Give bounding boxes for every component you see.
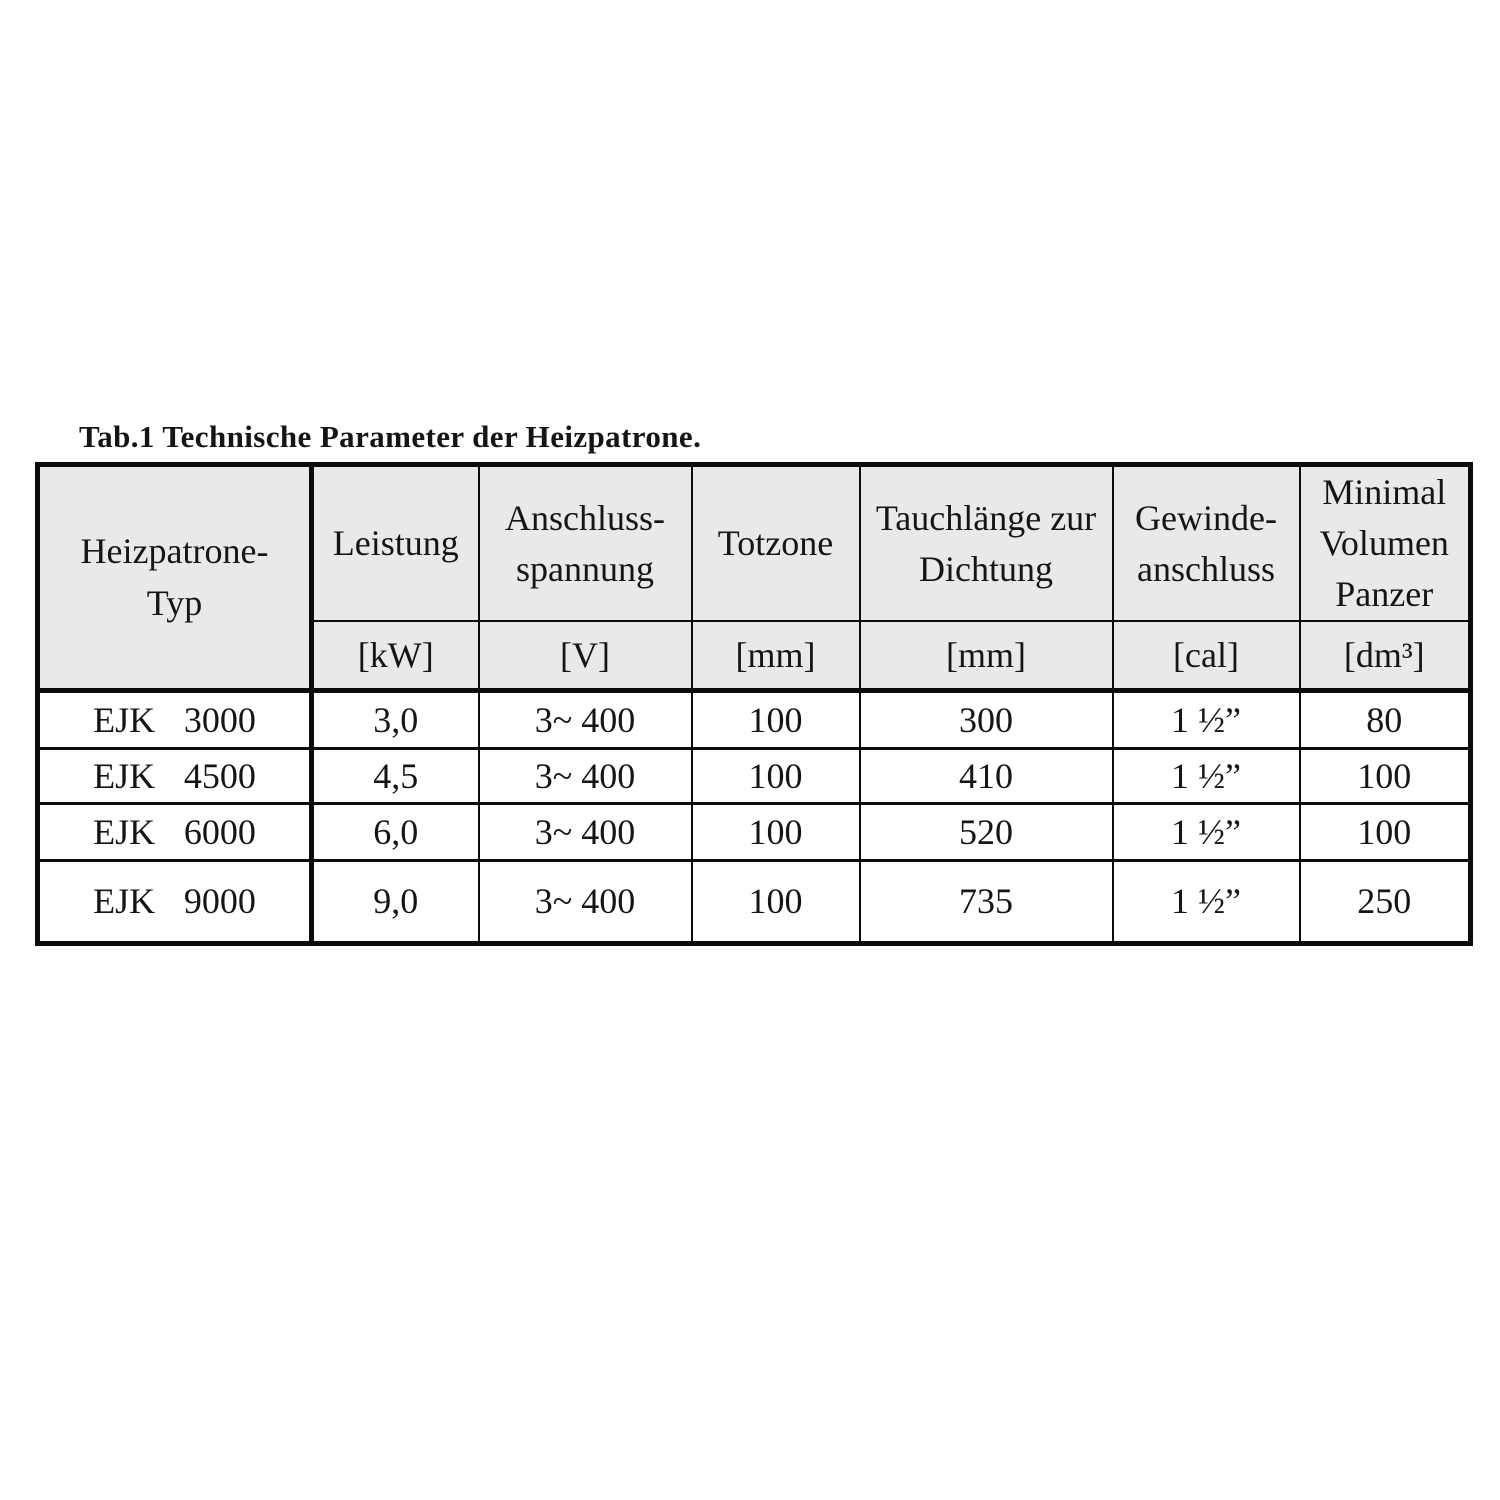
table-row-ejk-6000 [38, 803, 1471, 860]
cell-gewindeanschluss: 1 ½” [1113, 690, 1300, 748]
heizpatrone-parameters-table [35, 462, 1473, 946]
col-header-anschlussspannung: Anschluss-spannung [479, 465, 692, 622]
unit-minimal-volumen: [dm³] [1300, 621, 1471, 690]
unit-gewindeanschluss: [cal] [1113, 621, 1300, 690]
table-row-ejk-4500 [38, 748, 1471, 803]
cell-typ: EJK 3000 [38, 690, 312, 748]
unit-tauchlaenge: [mm] [860, 621, 1113, 690]
cell-minimal-volumen: 100 [1300, 748, 1471, 803]
cell-totzone: 100 [692, 748, 860, 803]
cell-gewindeanschluss: 1 ½” [1113, 860, 1300, 943]
cell-totzone: 100 [692, 690, 860, 748]
cell-typ: EJK 4500 [38, 748, 312, 803]
col-header-gewindeanschluss: Gewinde-anschluss [1113, 465, 1300, 622]
cell-anschlussspannung: 3~ 400 [479, 690, 692, 748]
cell-anschlussspannung: 3~ 400 [479, 860, 692, 943]
col-header-minimal-volumen-panzer: Minimal Volumen Panzer [1300, 465, 1471, 622]
unit-leistung: [kW] [312, 621, 479, 690]
col-header-leistung: Leistung [312, 465, 479, 622]
cell-minimal-volumen: 100 [1300, 803, 1471, 860]
col-header-totzone: Totzone [692, 465, 860, 622]
cell-gewindeanschluss: 1 ½” [1113, 803, 1300, 860]
cell-tauchlaenge: 300 [860, 690, 1113, 748]
col-header-tauchlaenge-zur-dichtung: Tauchlänge zur Dichtung [860, 465, 1113, 622]
cell-minimal-volumen: 80 [1300, 690, 1471, 748]
cell-typ: EJK 9000 [38, 860, 312, 943]
table-caption: Tab.1 Technische Parameter der Heizpatrone. [79, 419, 702, 454]
cell-tauchlaenge: 520 [860, 803, 1113, 860]
cell-gewindeanschluss: 1 ½” [1113, 748, 1300, 803]
unit-anschlussspannung: [V] [479, 621, 692, 690]
cell-anschlussspannung: 3~ 400 [479, 748, 692, 803]
cell-totzone: 100 [692, 803, 860, 860]
unit-totzone: [mm] [692, 621, 860, 690]
cell-minimal-volumen: 250 [1300, 860, 1471, 943]
cell-anschlussspannung: 3~ 400 [479, 803, 692, 860]
cell-tauchlaenge: 735 [860, 860, 1113, 943]
cell-leistung: 9,0 [312, 860, 479, 943]
cell-tauchlaenge: 410 [860, 748, 1113, 803]
header-row-names [38, 465, 1471, 622]
cell-leistung: 6,0 [312, 803, 479, 860]
col-header-heizpatrone-typ: Heizpatrone-Typ [38, 465, 312, 691]
cell-leistung: 4,5 [312, 748, 479, 803]
cell-leistung: 3,0 [312, 690, 479, 748]
cell-typ: EJK 6000 [38, 803, 312, 860]
table-row-ejk-3000 [38, 690, 1471, 748]
cell-totzone: 100 [692, 860, 860, 943]
table-row-ejk-9000 [38, 860, 1471, 943]
